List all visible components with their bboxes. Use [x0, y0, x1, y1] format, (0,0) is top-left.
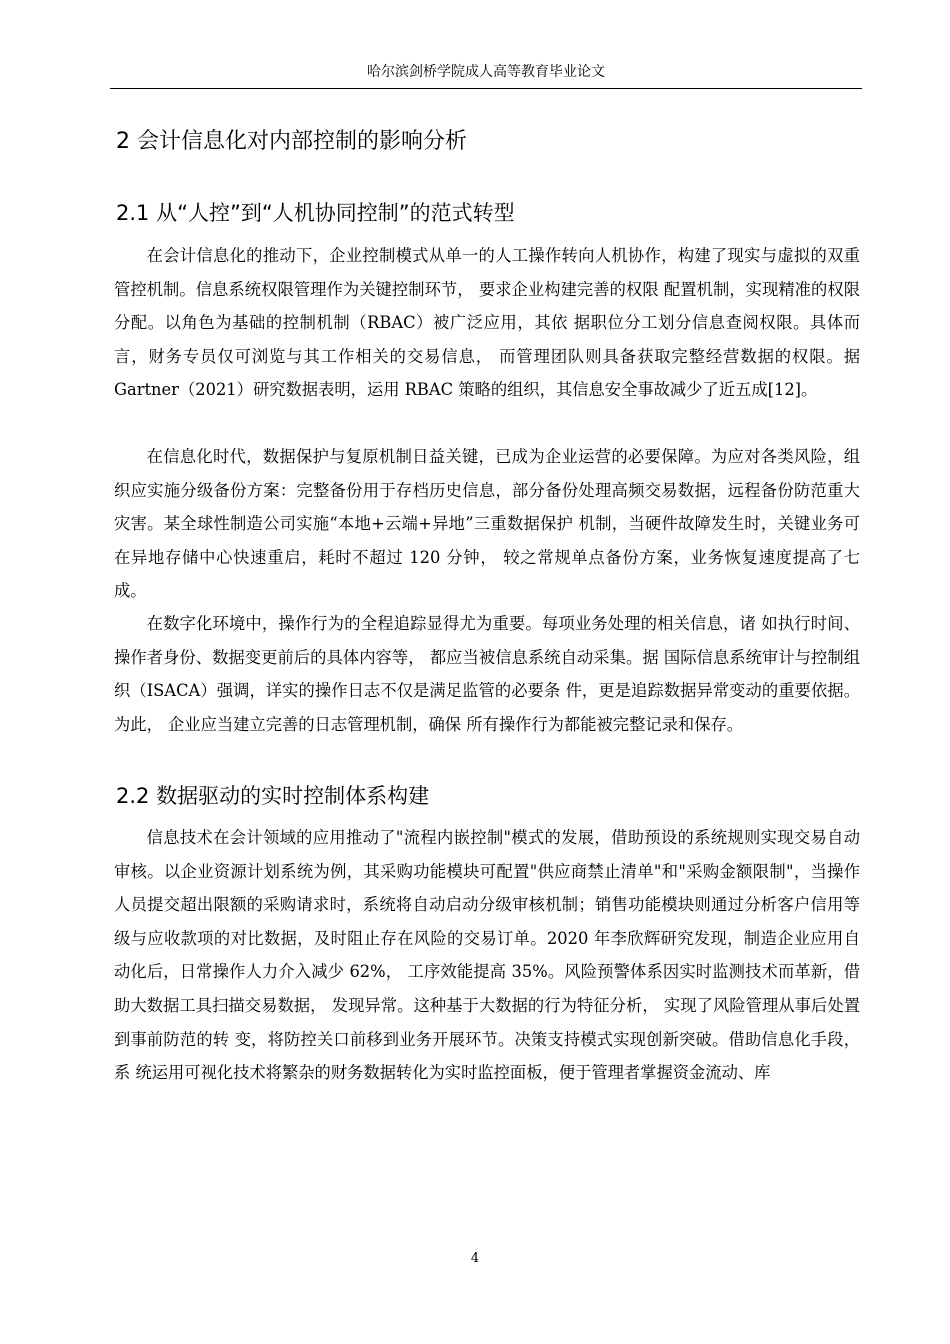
section-2-1-title: 2.1 从“人控”到“人机协同控制”的范式转型 [116, 201, 515, 225]
paragraph-2-1-c: 在数字化环境中，操作行为的全程追踪显得尤为重要。每项业务处理的相关信息，诸 如执行时间、操作者身份、数据变更前后的具体内容等， 都应当被信息系统自动采集。据 国际信息系统审计与控制组织（ISACA）强调，详实的操作日志不仅是满足监管的必要条 件，更是追踪数据异常变动的重要依据。为此， 企业应当建立完善的日志管理机制，确保 所有操作行为都能被完整记录和保存。 [114, 614, 860, 734]
page-number: 4 [470, 1251, 480, 1266]
running-header: 哈尔滨剑桥学院成人高等教育毕业论文 [367, 64, 605, 80]
paragraph-2-1-a: 在会计信息化的推动下，企业控制模式从单一的人工操作转向人机协作，构建了现实与虚拟的双重管控机制。信息系统权限管理作为关键控制环节， 要求企业构建完善的权限 配置机制，实现精准的权限分配。以角色为基础的控制机制（RBAC）被广泛应用，其依 据职位分工划分信息查阅权限。具体而言，财务专员仅可浏览与其工作相关的交易信息， 而管理团队则具备获取完整经营数据的权限。据 Gartner（2021）研究数据表明，运用 RBAC 策略的组织，其信息安全事故减少了近五成[12]。 [114, 246, 860, 400]
section-2-2-title: 2.2 数据驱动的实时控制体系构建 [116, 784, 430, 808]
header-rule [110, 88, 862, 89]
paragraph-2-2-a: 信息技术在会计领域的应用推动了"流程内嵌控制"模式的发展，借助预设的系统规则实现交易自动审核。以企业资源计划系统为例，其采购功能模块可配置"供应商禁止清单"和"采购金额限制"，当操作人员提交超出限额的采购请求时，系统将自动启动分级审核机制；销售功能模块则通过分析客户信用等级与应收款项的对比数据，及时阻止存在风险的交易订单。2020 年李欣辉研究发现，制造企业应用自动化后，日常操作人力介入减少 62%， 工序效能提高 35%。风险预警体系因实时监测技术而革新，借助大数据工具扫描交易数据， 发现异常。这种基于大数据的行为特征分析， 实现了风险管理从事后处置到事前防范的转 变，将防控关口前移到业务开展环节。决策支持模式实现创新突破。借助信息化手段， 系 统运用可视化技术将繁杂的财务数据转化为实时监控面板，便于管理者掌握资金流动、库 [114, 828, 860, 1083]
chapter-title: 2 会计信息化对内部控制的影响分析 [116, 129, 467, 154]
paragraph-2-1-b: 在信息化时代，数据保护与复原机制日益关键，已成为企业运营的必要保障。为应对各类风险，组织应实施分级备份方案：完整备份用于存档历史信息，部分备份处理高频交易数据，远程备份防范重大灾害。某全球性制造公司实施“本地+云端+异地”三重数据保护 机制，当硬件故障发生时，关键业务可在异地存储中心快速重启，耗时不超过 120 分钟， 较之常规单点备份方案，业务恢复速度提高了七成。 [114, 447, 860, 601]
